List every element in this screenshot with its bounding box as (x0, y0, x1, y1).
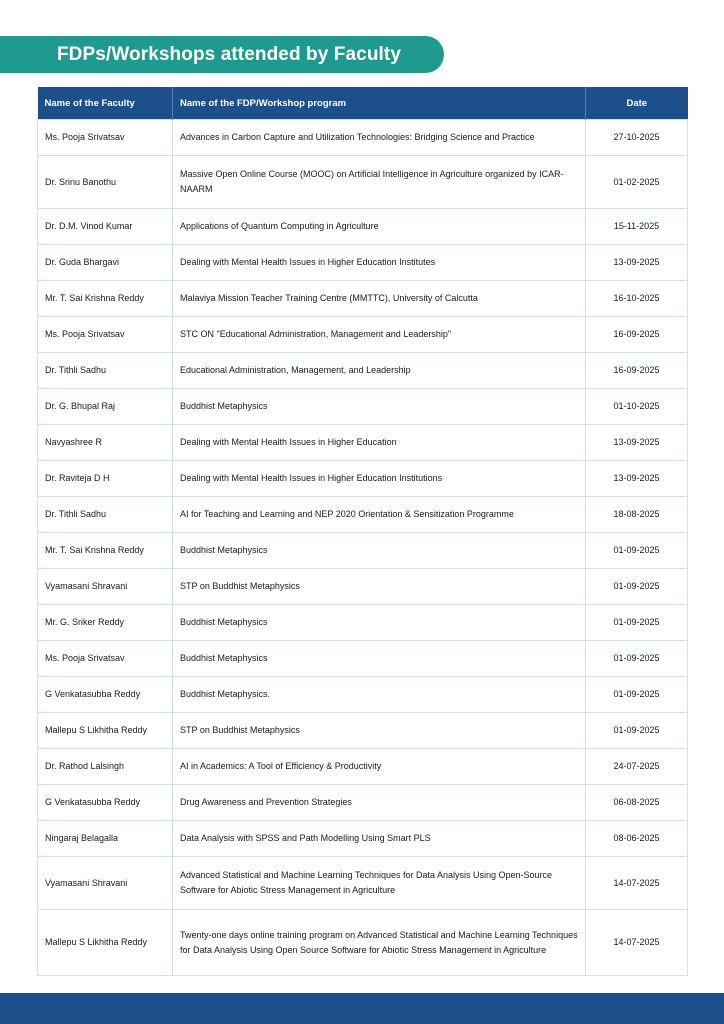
program-date: 13-09-2025 (586, 245, 688, 281)
faculty-name: Vyamasani Shravani (38, 857, 173, 910)
table-row (38, 713, 688, 749)
program-name: Drug Awareness and Prevention Strategies (173, 785, 586, 821)
faculty-name: Navyashree R (38, 425, 173, 461)
table-row (38, 461, 688, 497)
faculty-name: Mr. T. Sai Krishna Reddy (38, 281, 173, 317)
title-banner (0, 36, 444, 73)
table-row (38, 677, 688, 713)
program-name: Buddhist Metaphysics (173, 389, 586, 425)
faculty-name: Vyamasani Shravani (38, 569, 173, 605)
program-date: 13-09-2025 (586, 425, 688, 461)
program-date: 18-08-2025 (586, 497, 688, 533)
faculty-name: Dr. Rathod Lalsingh (38, 749, 173, 785)
faculty-name: Mallepu S Likhitha Reddy (38, 713, 173, 749)
faculty-name: Ms. Pooja Srivatsav (38, 317, 173, 353)
program-date: 14-07-2025 (586, 857, 688, 910)
table-row (38, 317, 688, 353)
table-row (38, 785, 688, 821)
program-name: Buddhist Metaphysics (173, 641, 586, 677)
program-date: 15-11-2025 (586, 209, 688, 245)
program-name: Dealing with Mental Health Issues in Higher Education Institutes (173, 245, 586, 281)
table-row (38, 857, 688, 910)
fdp-table (37, 87, 688, 976)
table-row (38, 605, 688, 641)
table-row (38, 156, 688, 209)
program-name: Massive Open Online Course (MOOC) on Artificial Intelligence in Agriculture organized by ICAR-NAARM (173, 156, 586, 209)
faculty-name: Dr. G. Bhupal Raj (38, 389, 173, 425)
page-title: FDPs/Workshops attended by Faculty (56, 43, 402, 65)
table-row (38, 281, 688, 317)
program-name: STP on Buddhist Metaphysics (173, 713, 586, 749)
faculty-name: Dr. Guda Bhargavi (38, 245, 173, 281)
program-name: AI in Academics: A Tool of Efficiency & Productivity (173, 749, 586, 785)
program-date: 01-09-2025 (586, 677, 688, 713)
faculty-name: Dr. Srinu Banothu (38, 156, 173, 209)
program-date: 01-09-2025 (586, 641, 688, 677)
program-name: Malaviya Mission Teacher Training Centre (MMTTC), University of Calcutta (173, 281, 586, 317)
table-row (38, 389, 688, 425)
table-row (38, 497, 688, 533)
table-row (38, 533, 688, 569)
table-row (38, 245, 688, 281)
program-date: 16-09-2025 (586, 317, 688, 353)
program-name: Data Analysis with SPSS and Path Modelling Using Smart PLS (173, 821, 586, 857)
program-name: Dealing with Mental Health Issues in Higher Education Institutions (173, 461, 586, 497)
program-date: 01-09-2025 (586, 569, 688, 605)
program-name: Advances in Carbon Capture and Utilization Technologies: Bridging Science and Practice (173, 120, 586, 156)
program-date: 24-07-2025 (586, 749, 688, 785)
program-date: 13-09-2025 (586, 461, 688, 497)
table-row (38, 641, 688, 677)
program-date: 01-10-2025 (586, 389, 688, 425)
faculty-name: Mr. T. Sai Krishna Reddy (38, 533, 173, 569)
faculty-name: G Venkatasubba Reddy (38, 677, 173, 713)
program-name: STC ON "Educational Administration, Management and Leadership" (173, 317, 586, 353)
table-row (38, 353, 688, 389)
program-name: Buddhist Metaphysics. (173, 677, 586, 713)
table-row (38, 749, 688, 785)
table-row (38, 209, 688, 245)
column-header-date: Date (586, 87, 688, 120)
program-date: 08-06-2025 (586, 821, 688, 857)
faculty-name: Dr. Tithli Sadhu (38, 353, 173, 389)
faculty-name: Ningaraj Belagalla (38, 821, 173, 857)
program-name: Buddhist Metaphysics (173, 533, 586, 569)
table-row (38, 821, 688, 857)
faculty-name: Mallepu S Likhitha Reddy (38, 910, 173, 976)
faculty-name: Dr. Tithli Sadhu (38, 497, 173, 533)
program-date: 16-10-2025 (586, 281, 688, 317)
program-name: Educational Administration, Management, and Leadership (173, 353, 586, 389)
faculty-name: Ms. Pooja Srivatsav (38, 120, 173, 156)
faculty-name: Ms. Pooja Srivatsav (38, 641, 173, 677)
program-name: Twenty-one days online training program on Advanced Statistical and Machine Learning Techniques for Data Analysis Using Open Source Software for Abiotic Stress Management in Agriculture (173, 910, 586, 976)
program-name: STP on Buddhist Metaphysics (173, 569, 586, 605)
table-row (38, 910, 688, 976)
program-date: 27-10-2025 (586, 120, 688, 156)
footer-bar (0, 993, 724, 1024)
program-date: 16-09-2025 (586, 353, 688, 389)
program-name: Applications of Quantum Computing in Agriculture (173, 209, 586, 245)
program-date: 06-08-2025 (586, 785, 688, 821)
program-date: 01-09-2025 (586, 605, 688, 641)
table-header-row (38, 87, 688, 120)
program-name: AI for Teaching and Learning and NEP 2020 Orientation & Sensitization Programme (173, 497, 586, 533)
program-name: Buddhist Metaphysics (173, 605, 586, 641)
program-date: 01-09-2025 (586, 713, 688, 749)
program-date: 14-07-2025 (586, 910, 688, 976)
faculty-name: G Venkatasubba Reddy (38, 785, 173, 821)
column-header-program: Name of the FDP/Workshop program (173, 87, 586, 120)
program-name: Advanced Statistical and Machine Learning Techniques for Data Analysis Using Open-Source Software for Abiotic Stress Management in Agriculture (173, 857, 586, 910)
column-header-faculty: Name of the Faculty (38, 87, 173, 120)
table-row (38, 425, 688, 461)
program-name: Dealing with Mental Health Issues in Higher Education (173, 425, 586, 461)
table-row (38, 120, 688, 156)
program-date: 01-09-2025 (586, 533, 688, 569)
faculty-name: Dr. D.M. Vinod Kumar (38, 209, 173, 245)
program-date: 01-02-2025 (586, 156, 688, 209)
faculty-name: Dr. Raviteja D H (38, 461, 173, 497)
faculty-name: Mr. G. Sriker Reddy (38, 605, 173, 641)
table-row (38, 569, 688, 605)
